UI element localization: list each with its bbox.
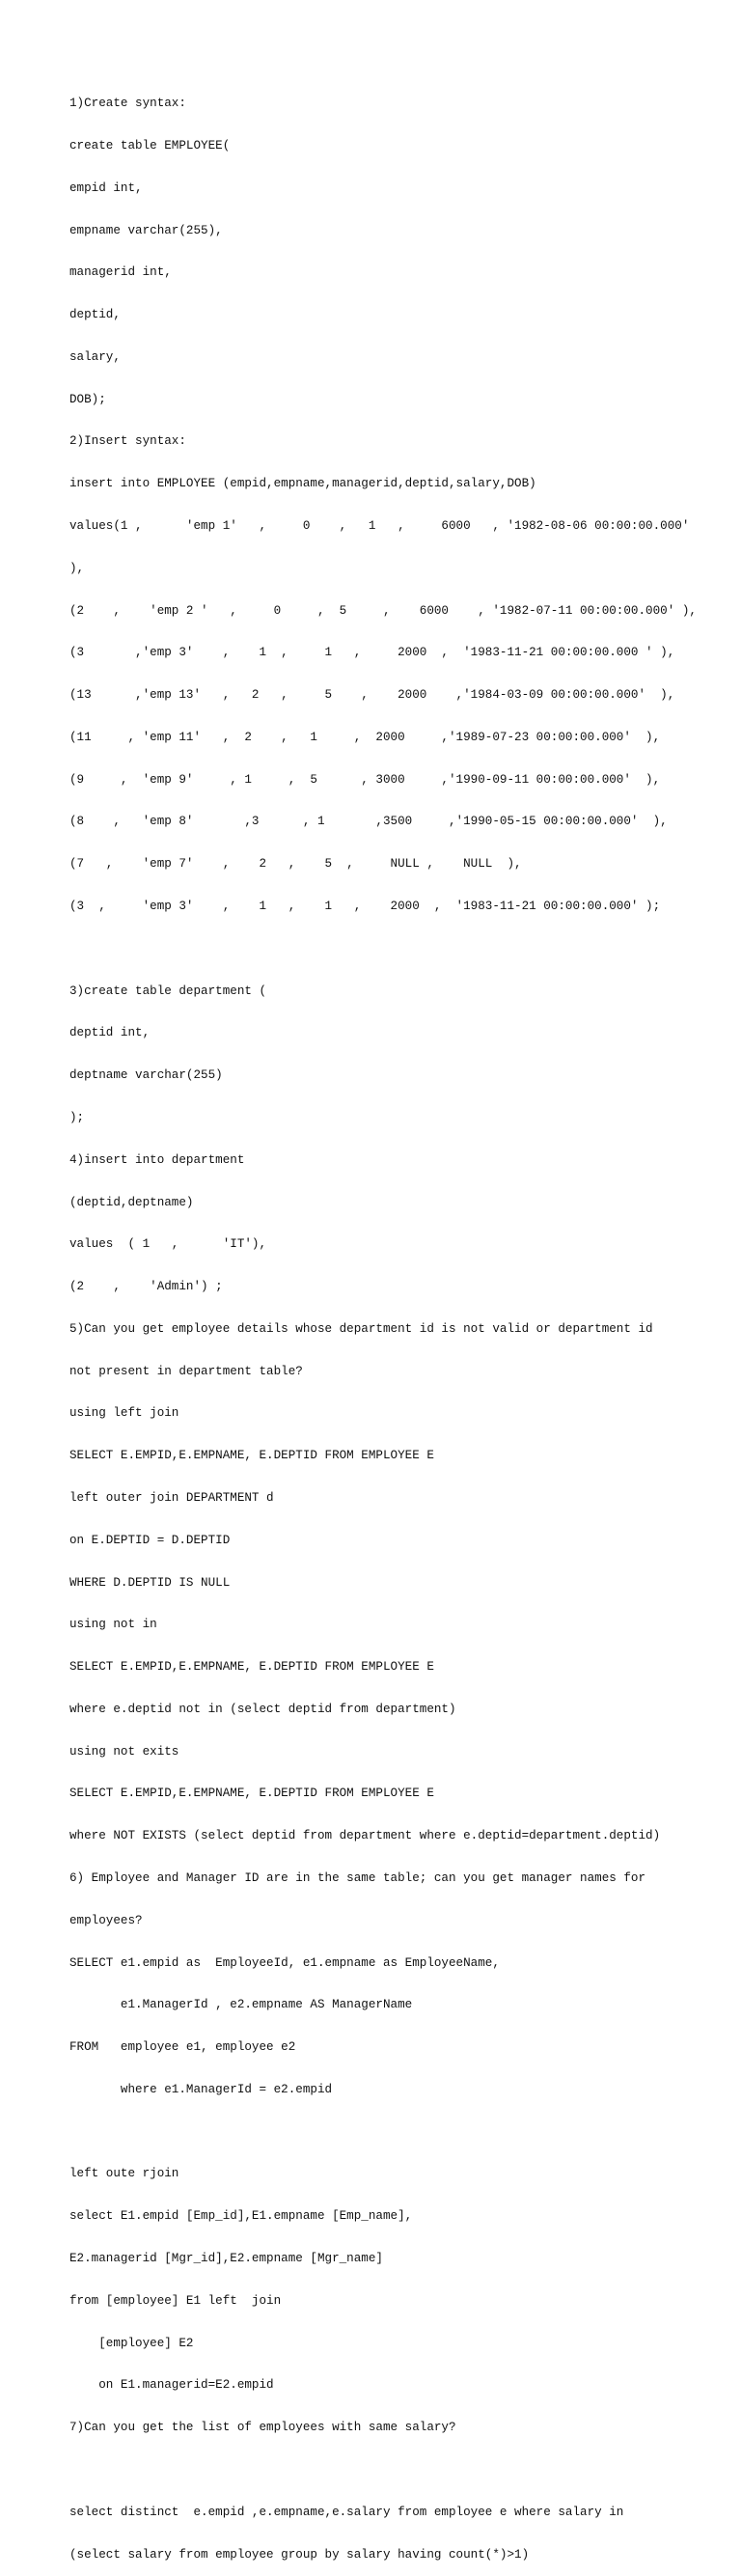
- text-line: where e1.ManagerId = e2.empid: [69, 2082, 333, 2096]
- text-line: );: [69, 1110, 85, 1124]
- text-line: create table EMPLOYEE(: [69, 138, 231, 152]
- text-line: SELECT E.EMPID,E.EMPNAME, E.DEPTID FROM EMPLOYEE E: [69, 1449, 434, 1463]
- blank-line: [69, 942, 726, 956]
- text-line: (8 , 'emp 8' ,3 , 1 ,3500 ,'1990-05-15 00:00:00.000' ),: [69, 815, 668, 829]
- text-line: using left join: [69, 1406, 179, 1421]
- text-line: where NOT EXISTS (select deptid from department where e.deptid=department.deptid): [69, 1829, 661, 1843]
- blank-line: [69, 2125, 726, 2140]
- document-page: [69, 69, 726, 2576]
- text-line: 2)Insert syntax:: [69, 434, 186, 449]
- text-line: deptid,: [69, 308, 121, 322]
- text-line: values(1 , 'emp 1' , 0 , 1 , 6000 , '1982-08-06 00:00:00.000': [69, 519, 690, 533]
- text-line: 5)Can you get employee details whose department id is not valid or department id: [69, 1321, 653, 1336]
- text-line: not present in department table?: [69, 1364, 303, 1378]
- text-line: where e.deptid not in (select deptid from department): [69, 1702, 456, 1716]
- blank-line: [69, 2463, 726, 2478]
- text-line: E2.managerid [Mgr_id],E2.empname [Mgr_name]: [69, 2252, 383, 2266]
- text-line: (2 , 'Admin') ;: [69, 1280, 223, 1294]
- text-line: (7 , 'emp 7' , 2 , 5 , NULL , NULL ),: [69, 857, 522, 872]
- text-line: deptid int,: [69, 1026, 151, 1040]
- text-line: select E1.empid [Emp_id],E1.empname [Emp_name],: [69, 2209, 413, 2224]
- text-line: empname varchar(255),: [69, 223, 223, 237]
- text-line: (select salary from employee group by salary having count(*)>1): [69, 2547, 530, 2562]
- text-line: (11 , 'emp 11' , 2 , 1 , 2000 ,'1989-07-23 00:00:00.000' ),: [69, 730, 661, 744]
- text-line: (13 ,'emp 13' , 2 , 5 , 2000 ,'1984-03-09 00:00:00.000' ),: [69, 688, 675, 703]
- text-line: 1)Create syntax:: [69, 97, 186, 111]
- text-line: 7)Can you get the list of employees with same salary?: [69, 2421, 456, 2435]
- text-line: ),: [69, 561, 85, 575]
- text-line: salary,: [69, 349, 121, 364]
- text-line: (deptid,deptname): [69, 1195, 194, 1209]
- text-line: SELECT E.EMPID,E.EMPNAME, E.DEPTID FROM EMPLOYEE E: [69, 1787, 434, 1801]
- text-line: 6) Employee and Manager ID are in the same table; can you get manager names for: [69, 1871, 646, 1885]
- text-line: select distinct e.empid ,e.empname,e.salary from employee e where salary in: [69, 2505, 624, 2519]
- text-line: deptname varchar(255): [69, 1068, 223, 1083]
- text-line: 4)insert into department: [69, 1152, 245, 1167]
- text-line: values ( 1 , 'IT'),: [69, 1237, 267, 1252]
- text-line: (2 , 'emp 2 ' , 0 , 5 , 6000 , '1982-07-11 00:00:00.000' ),: [69, 603, 697, 618]
- text-line: using not exits: [69, 1744, 179, 1759]
- text-line: SELECT E.EMPID,E.EMPNAME, E.DEPTID FROM EMPLOYEE E: [69, 1660, 434, 1675]
- text-line: left oute rjoin: [69, 2167, 179, 2181]
- text-line: employees?: [69, 1913, 143, 1927]
- text-line: left outer join DEPARTMENT d: [69, 1490, 274, 1505]
- text-line: DOB);: [69, 392, 106, 406]
- text-line: from [employee] E1 left join: [69, 2293, 282, 2308]
- text-line: e1.ManagerId , e2.empname AS ManagerName: [69, 1998, 413, 2012]
- text-line: (3 , 'emp 3' , 1 , 1 , 2000 , '1983-11-21 00:00:00.000' );: [69, 900, 661, 914]
- text-line: WHERE D.DEPTID IS NULL: [69, 1575, 231, 1590]
- text-line: (9 , 'emp 9' , 1 , 5 , 3000 ,'1990-09-11 00:00:00.000' ),: [69, 772, 661, 787]
- text-line: 3)create table department (: [69, 983, 267, 998]
- text-line: on E1.managerid=E2.empid: [69, 2378, 274, 2393]
- text-line: on E.DEPTID = D.DEPTID: [69, 1533, 231, 1547]
- text-line: empid int,: [69, 180, 143, 195]
- text-line: insert into EMPLOYEE (empid,empname,managerid,deptid,salary,DOB): [69, 477, 536, 491]
- text-line: SELECT e1.empid as EmployeeId, e1.empname as EmployeeName,: [69, 1955, 500, 1970]
- text-line: managerid int,: [69, 265, 172, 280]
- text-line: (3 ,'emp 3' , 1 , 1 , 2000 , '1983-11-21 00:00:00.000 ' ),: [69, 646, 675, 660]
- text-line: using not in: [69, 1618, 157, 1632]
- text-line: FROM employee e1, employee e2: [69, 2040, 296, 2055]
- text-line: [employee] E2: [69, 2336, 194, 2350]
